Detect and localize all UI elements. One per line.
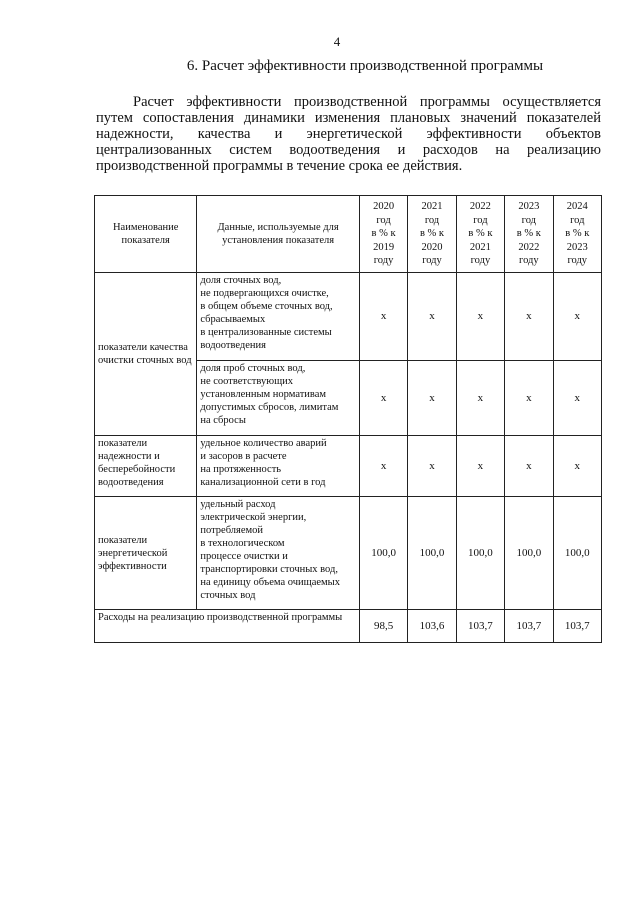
- section-heading: 6. Расчет эффективности производственной программы: [186, 58, 544, 74]
- data-description: [197, 497, 360, 610]
- header-year-label: год: [521, 214, 536, 226]
- data-line: сточных вод: [200, 590, 256, 601]
- value-cell: 98,5: [359, 610, 407, 643]
- value-cell: x: [359, 361, 407, 436]
- header-year-label: год: [424, 214, 440, 226]
- value-cell: x: [359, 436, 407, 497]
- data-line: в централизованные системы: [200, 327, 332, 338]
- data-line: на сбросы: [200, 415, 246, 426]
- data-line: водоотведения: [200, 340, 266, 351]
- value-cell: x: [408, 273, 456, 361]
- table-header-row: [95, 196, 602, 273]
- header-year-suffix: году: [373, 255, 394, 267]
- data-description: [197, 361, 360, 436]
- value-cell: 103,6: [408, 610, 456, 643]
- value-cell: x: [505, 361, 553, 436]
- header-year-label: год: [570, 214, 585, 226]
- data-line: электрической энергии,: [200, 512, 307, 523]
- page-number: 4: [333, 34, 341, 49]
- value-cell: 103,7: [505, 610, 553, 643]
- data-description: [197, 273, 360, 361]
- value-cell: 100,0: [408, 497, 456, 610]
- header-indicator-name: Наименование показателя: [95, 196, 197, 273]
- data-line: канализационной сети в год: [200, 477, 326, 488]
- table-row: [95, 497, 602, 610]
- header-year: 2022: [469, 201, 491, 213]
- header-year: 2024: [566, 201, 588, 213]
- data-line: допустимых сбросов, лимитам: [200, 402, 339, 413]
- data-line: удельное количество аварий: [200, 438, 327, 449]
- data-line: удельный расход: [200, 499, 276, 510]
- data-line: доля проб сточных вод,: [200, 363, 306, 374]
- table-row: [95, 610, 602, 643]
- header-year-2021: [408, 196, 456, 273]
- header-year-2022: [456, 196, 504, 273]
- header-percent-label: в % к: [468, 228, 493, 240]
- value-cell: x: [505, 273, 553, 361]
- header-percent-label: в % к: [419, 228, 445, 240]
- header-year-suffix: году: [567, 255, 588, 267]
- header-year-2020: [359, 196, 407, 273]
- header-data-used: Данные, используемые для установления показателя: [197, 196, 360, 273]
- header-year: 2023: [518, 201, 540, 213]
- value-cell: x: [456, 273, 504, 361]
- data-line: на единицу объема очищаемых: [200, 577, 340, 588]
- header-year-suffix: году: [422, 255, 442, 267]
- data-description: [197, 436, 360, 497]
- header-year: 2020: [373, 201, 395, 213]
- data-line: доля сточных вод,: [200, 275, 282, 286]
- data-line: транспортировки сточных вод,: [200, 564, 338, 575]
- data-line: установленным нормативам: [200, 389, 327, 400]
- header-base-year: 2020: [421, 241, 443, 253]
- header-base-year: 2023: [566, 241, 588, 253]
- data-line: в общем объеме сточных вод,: [200, 301, 333, 312]
- value-cell: x: [553, 273, 601, 361]
- value-cell: 100,0: [553, 497, 601, 610]
- data-line: сбрасываемых: [200, 314, 266, 325]
- value-cell: x: [408, 436, 456, 497]
- intro-paragraph: Расчет эффективности производственной программы осуществляется путем сопоставления динамики изменения плановых значений показателей надежности, качества и энергетической эффективности объектов централизованных систем водоотведения и расходов на реализацию производственной программы в течение срока ее действия.: [96, 94, 601, 174]
- header-year-2023: [505, 196, 553, 273]
- value-cell: x: [456, 361, 504, 436]
- value-cell: 100,0: [359, 497, 407, 610]
- data-line: не подвергающихся очистке,: [200, 288, 329, 299]
- data-line: и засоров в расчете: [200, 451, 287, 462]
- header-year-label: год: [473, 214, 488, 226]
- group-reliability: показатели надежности и бесперебойности водоотведения: [95, 436, 197, 497]
- data-line: не соответствующих: [200, 376, 294, 387]
- header-percent-label: в % к: [516, 228, 541, 240]
- header-percent-label: в % к: [371, 228, 396, 240]
- value-cell: x: [359, 273, 407, 361]
- value-cell: x: [553, 436, 601, 497]
- value-cell: x: [408, 361, 456, 436]
- header-year-suffix: году: [470, 255, 491, 267]
- value-cell: 103,7: [456, 610, 504, 643]
- value-cell: x: [553, 361, 601, 436]
- header-year-2024: [553, 196, 601, 273]
- data-line: процессе очистки и: [200, 551, 288, 562]
- header-year: 2021: [421, 201, 443, 213]
- expenses-label: Расходы на реализацию производственной программы: [95, 610, 360, 643]
- header-year-label: год: [376, 214, 391, 226]
- header-base-year: 2022: [518, 241, 540, 253]
- header-year-suffix: году: [519, 255, 539, 267]
- group-quality: показатели качества очистки сточных вод: [95, 273, 197, 436]
- value-cell: x: [456, 436, 504, 497]
- header-percent-label: в % к: [565, 228, 590, 240]
- value-cell: x: [505, 436, 553, 497]
- value-cell: 100,0: [456, 497, 504, 610]
- efficiency-table: [94, 195, 602, 643]
- header-base-year: 2021: [469, 241, 491, 253]
- table-row: [95, 273, 602, 361]
- data-line: потребляемой: [200, 525, 264, 536]
- header-base-year: 2019: [373, 241, 395, 253]
- value-cell: 100,0: [505, 497, 553, 610]
- data-line: на протяженность: [200, 464, 282, 475]
- value-cell: 103,7: [553, 610, 601, 643]
- group-energy: показатели энергетической эффективности: [95, 497, 197, 610]
- table-row: [95, 436, 602, 497]
- data-line: в технологическом: [200, 538, 285, 549]
